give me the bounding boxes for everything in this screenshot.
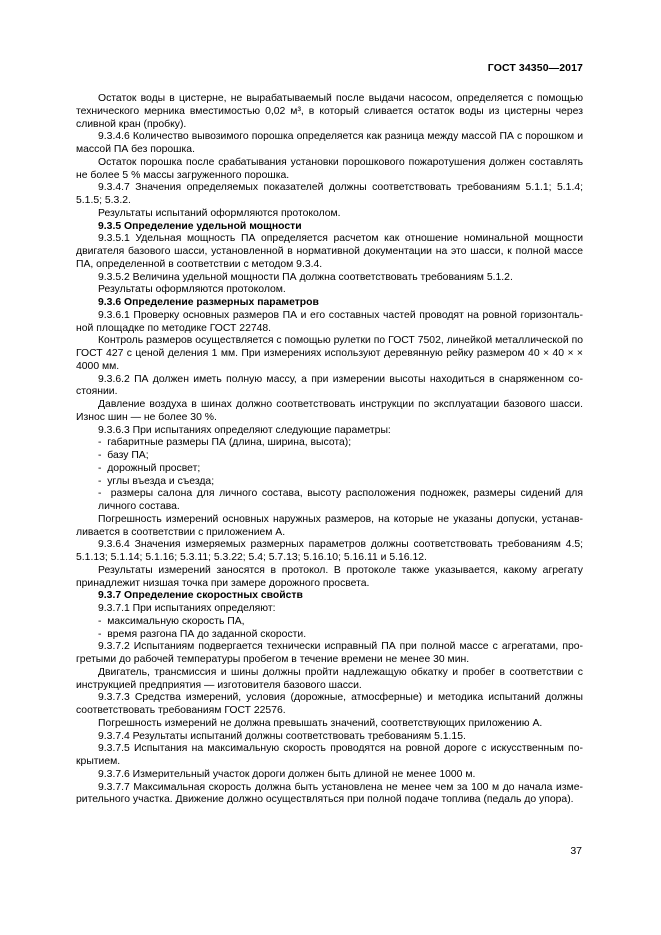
standard-header: ГОСТ 34350—2017 [487,62,583,74]
paragraph: Результаты испытаний оформляются протоколом. [98,207,341,219]
paragraph: 9.3.7.5 Испытания на максимальную скорость проводятся на ровной дороге с искусственным покрытием. [76,743,583,767]
paragraph: 9.3.7.2 Испытаниям подвергается технически исправный ПА при полной массе с агрегатами, прогретыми до рабочей температуры пробегом в течение времени не менее 30 мин. [76,641,583,665]
section-heading: 9.3.7 Определение скоростных свойств [98,590,303,602]
paragraph: 9.3.6.3 При испытаниях определяют следующие параметры: [98,424,391,436]
paragraph: 9.3.7.7 Максимальная скорость должна быть установлена не менее чем за 100 м до начала измерительного участка. Движение должно осуществляться при полной подаче топлива (педаль до упора). [76,781,583,806]
paragraph: Остаток воды в цистерне, не вырабатываемый после выдачи насосом, определяется с помощью технического мерника вместимостью 0,02 м³, в который сливается остаток воды из цистерны через сливной кран (пробку). [76,93,583,130]
list-item: - время разгона ПА до заданной скорости. [76,629,583,642]
paragraph: 9.3.7.3 Средства измерений, условия (дорожные, атмосферные) и методика испытаний должны соответствовать требованиям ГОСТ 22576. [76,692,583,716]
paragraph: 9.3.7.1 При испытаниях определяют: [98,603,276,614]
paragraph: 9.3.7.6 Измерительный участок дороги должен быть длиной не менее 1000 м. [98,768,476,780]
paragraph: Результаты оформляются протоколом. [98,284,286,296]
list-item: - углы въезда и съезда; [76,476,583,489]
list-item: - размеры салона для личного состава, высоту расположения подножек, размеры сидений для личного состава. [76,488,583,514]
section-heading: 9.3.6 Определение размерных параметров [98,297,319,308]
list-item: - габаритные размеры ПА (длина, ширина, высота); [76,437,583,450]
paragraph: Результаты измерений заносятся в протокол. В протоколе также указывается, какому агрегату принадлежит низшая точка при замере дорожного просвета. [76,564,583,589]
paragraph: 9.3.7.4 Результаты испытаний должны соответствовать требованиям 5.1.15. [98,730,466,742]
document-body [76,93,583,807]
paragraph: 9.3.6.1 Проверку основных размеров ПА и его составных частей проводят на ровной горизонтальной площадке по методике ГОСТ 22748. [76,309,583,334]
paragraph: 9.3.6.4 Значения измеряемых размерных параметров должны соответствовать требованиям 4.5; 5.1.13; 5.1.14; 5.1.16; 5.3.11; 5.3.22; 5.4; 5.7.13; 5.16.10; 5.16.11 и 5.16.12. [76,539,583,563]
page-number: 37 [570,845,582,857]
paragraph: Двигатель, трансмиссия и шины должны пройти надлежащую обкатку и пробег в соответствии с инструкцией предприятия — изготовителя базового шасси. [76,666,583,691]
paragraph: 9.3.6.2 ПА должен иметь полную массу, а при измерении высоты находиться в снаряженном состоянии. [76,373,583,398]
list-item: - базу ПА; [76,450,583,463]
paragraph: Погрешность измерений не должна превышать значений, соответствующих приложению А. [98,717,543,729]
paragraph: Погрешность измерений основных наружных размеров, на которые не указаны допуски, устанавливается в соответствии с приложением А. [76,513,583,538]
paragraph: 9.3.4.7 Значения определяемых показателей должны соответствовать требованиям 5.1.1; 5.1.4; 5.1.5; 5.3.2. [76,182,583,206]
paragraph: 9.3.4.6 Количество вывозимого порошка определяется как разница между массой ПА с порошком и массой ПА без порошка. [76,131,583,155]
list-item: - дорожный просвет; [76,463,583,476]
list-item: - максимальную скорость ПА, [76,616,583,629]
paragraph: Остаток порошка после срабатывания установки порошкового пожаротушения должен составлять не более 5 % массы загруженного порошка. [76,156,583,181]
section-heading: 9.3.5 Определение удельной мощности [98,220,302,232]
paragraph: Давление воздуха в шинах должно соответствовать инструкции по эксплуатации базового шасси. Износ шин — не более 30 %. [76,399,583,423]
paragraph: Контроль размеров осуществляется с помощью рулетки по ГОСТ 7502, линейкой металлической по ГОСТ 427 с ценой деления 1 мм. При измерениях используют деревянную рейку размером 40 × 40 × × 4000 мм. [76,335,583,372]
paragraph: 9.3.5.1 Удельная мощность ПА определяется расчетом как отношение номинальной мощности двигателя базового шасси, установленной в нормативной документации на это шасси, к полной массе ПА, определенной в соответствии с методом 9.3.4. [76,233,583,270]
paragraph: 9.3.5.2 Величина удельной мощности ПА должна соответствовать требованиям 5.1.2. [98,271,513,283]
